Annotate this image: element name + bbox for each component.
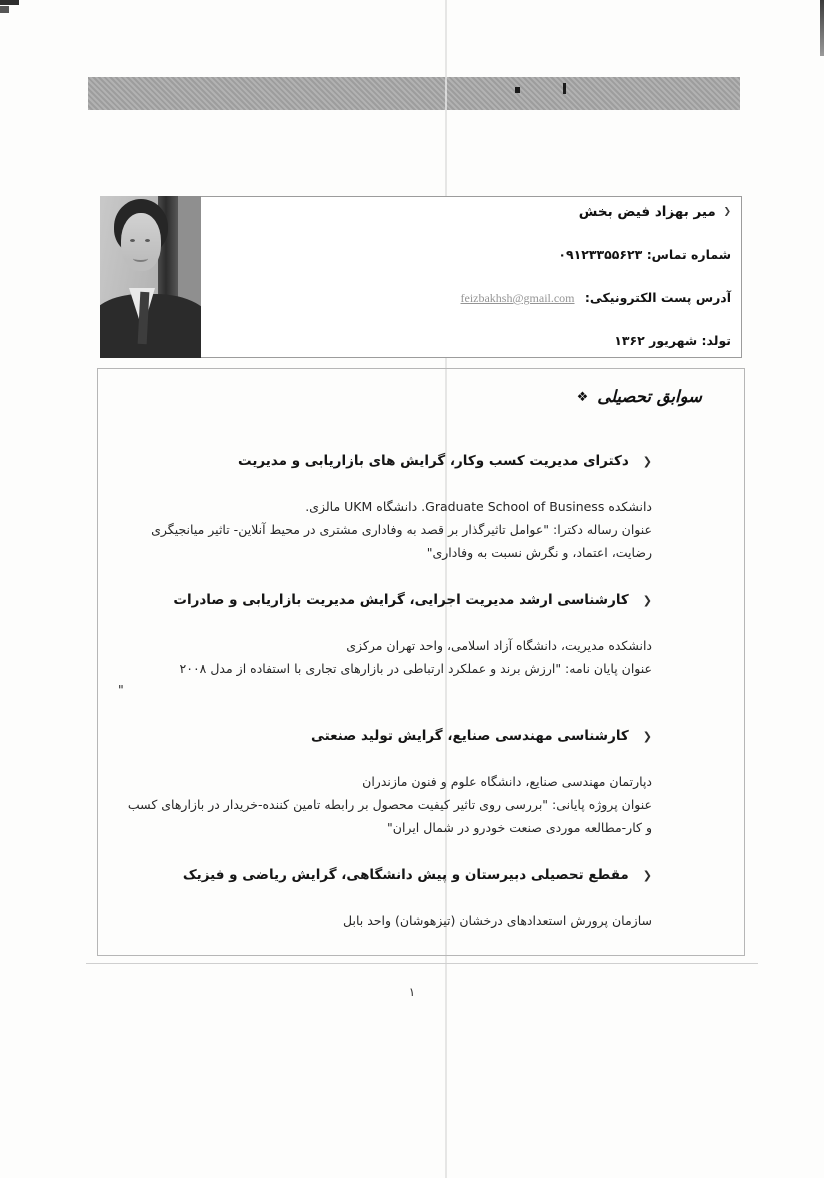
- photo-eye: [145, 239, 150, 242]
- photo-face: [121, 213, 161, 271]
- education-item-highschool: [118, 867, 652, 932]
- institution-line: دانشکده مدیریت، دانشگاه آزاد اسلامی، واحد تهران مرکزی: [346, 638, 652, 653]
- diamond-icon: ❖: [576, 390, 589, 405]
- degree-heading: [118, 453, 652, 469]
- institution-line: سازمان پرورش استعدادهای درخشان (تیزهوشان) واحد بابل: [343, 913, 652, 928]
- phone-label: شماره تماس:: [646, 247, 731, 262]
- education-item-bachelors: [118, 728, 652, 839]
- degree-heading: [118, 592, 652, 608]
- band-speck: [515, 87, 520, 93]
- degree-heading-text: کارشناسی ارشد مدیریت اجرایی، گرایش مدیریت بازاریابی و صادرات: [173, 592, 629, 608]
- education-title: [577, 387, 702, 406]
- arrow-bullet-icon: ❮: [642, 455, 652, 468]
- scan-fold-line-band: [445, 77, 447, 110]
- scan-artifact-top-left: [0, 0, 19, 5]
- thesis-line: عنوان پروژه پایانی: "بررسی روی تاثیر کیفیت محصول بر رابطه تامین کننده-خریدار در بازارهای کسب و کار-مطالعه موردی صنعت خودرو در شمال ایران": [127, 797, 652, 835]
- thesis-line: عنوان رساله دکترا: "عوامل تاثیرگذار بر قصد به وفاداری مشتری در محیط آنلاین- تاثیر میانجیگری رضایت، اعتماد، و نگرش نسبت به وفاداری": [151, 522, 652, 560]
- birth-value: شهریور ۱۳۶۲: [614, 333, 698, 348]
- bullet-mark-icon: ❮: [723, 207, 731, 217]
- photo-eye: [130, 239, 135, 242]
- profile-name-row: [579, 204, 731, 220]
- page-number: ۱: [408, 985, 416, 999]
- arrow-bullet-icon: ❮: [642, 730, 652, 743]
- degree-heading: [118, 867, 652, 883]
- profile-name: میر بهزاد فیض بخش: [578, 204, 716, 220]
- birth-label: تولد:: [701, 333, 731, 348]
- phone-value: ۰۹۱۲۳۳۵۵۶۲۳: [558, 247, 643, 262]
- arrow-bullet-icon: ❮: [642, 869, 652, 882]
- degree-heading-text: مقطع تحصیلی دبیرستان و پیش دانشگاهی، گرایش ریاضی و فیزیک: [182, 867, 629, 883]
- email-label: آدرس پست الکترونیکی:: [584, 290, 731, 305]
- institution-line: دانشکده Graduate School of Business. دانشگاه UKM مالزی.: [305, 499, 652, 514]
- photo-suit: [100, 294, 201, 358]
- scan-artifact-top-right: [820, 0, 824, 56]
- education-item-masters: [118, 592, 652, 700]
- phone-row: [558, 247, 731, 262]
- thesis-line: عنوان پایان نامه: "ارزش برند و عملکرد ارتباطی در بازارهای تجاری با استفاده از مدل ۲۰۰۸: [179, 661, 652, 676]
- degree-heading: [118, 728, 652, 744]
- email-row: [461, 290, 732, 306]
- header-band: [88, 77, 740, 110]
- birth-row: [614, 333, 731, 348]
- education-item-phd: [118, 453, 652, 564]
- degree-heading-text: دکترای مدیریت کسب وکار، گرایش های بازاریابی و مدیریت: [238, 453, 629, 469]
- arrow-bullet-icon: ❮: [642, 594, 652, 607]
- scan-artifact-top-left-2: [0, 6, 9, 13]
- email-link[interactable]: feizbakhsh@gmail.com: [460, 291, 575, 305]
- band-speck: [563, 83, 566, 94]
- profile-panel: [100, 196, 742, 358]
- education-items: [118, 453, 652, 960]
- institution-line: دپارتمان مهندسی صنایع، دانشگاه علوم و فنون مازندران: [362, 774, 652, 789]
- photo-mouth: [133, 255, 148, 262]
- education-title-text: سوابق تحصیلی: [597, 387, 702, 406]
- degree-heading-text: کارشناسی مهندسی صنایع، گرایش تولید صنعتی: [310, 728, 629, 744]
- profile-photo: [100, 196, 201, 358]
- closing-quote: ": [118, 682, 124, 697]
- education-section: [97, 368, 745, 956]
- profile-details: [216, 197, 731, 357]
